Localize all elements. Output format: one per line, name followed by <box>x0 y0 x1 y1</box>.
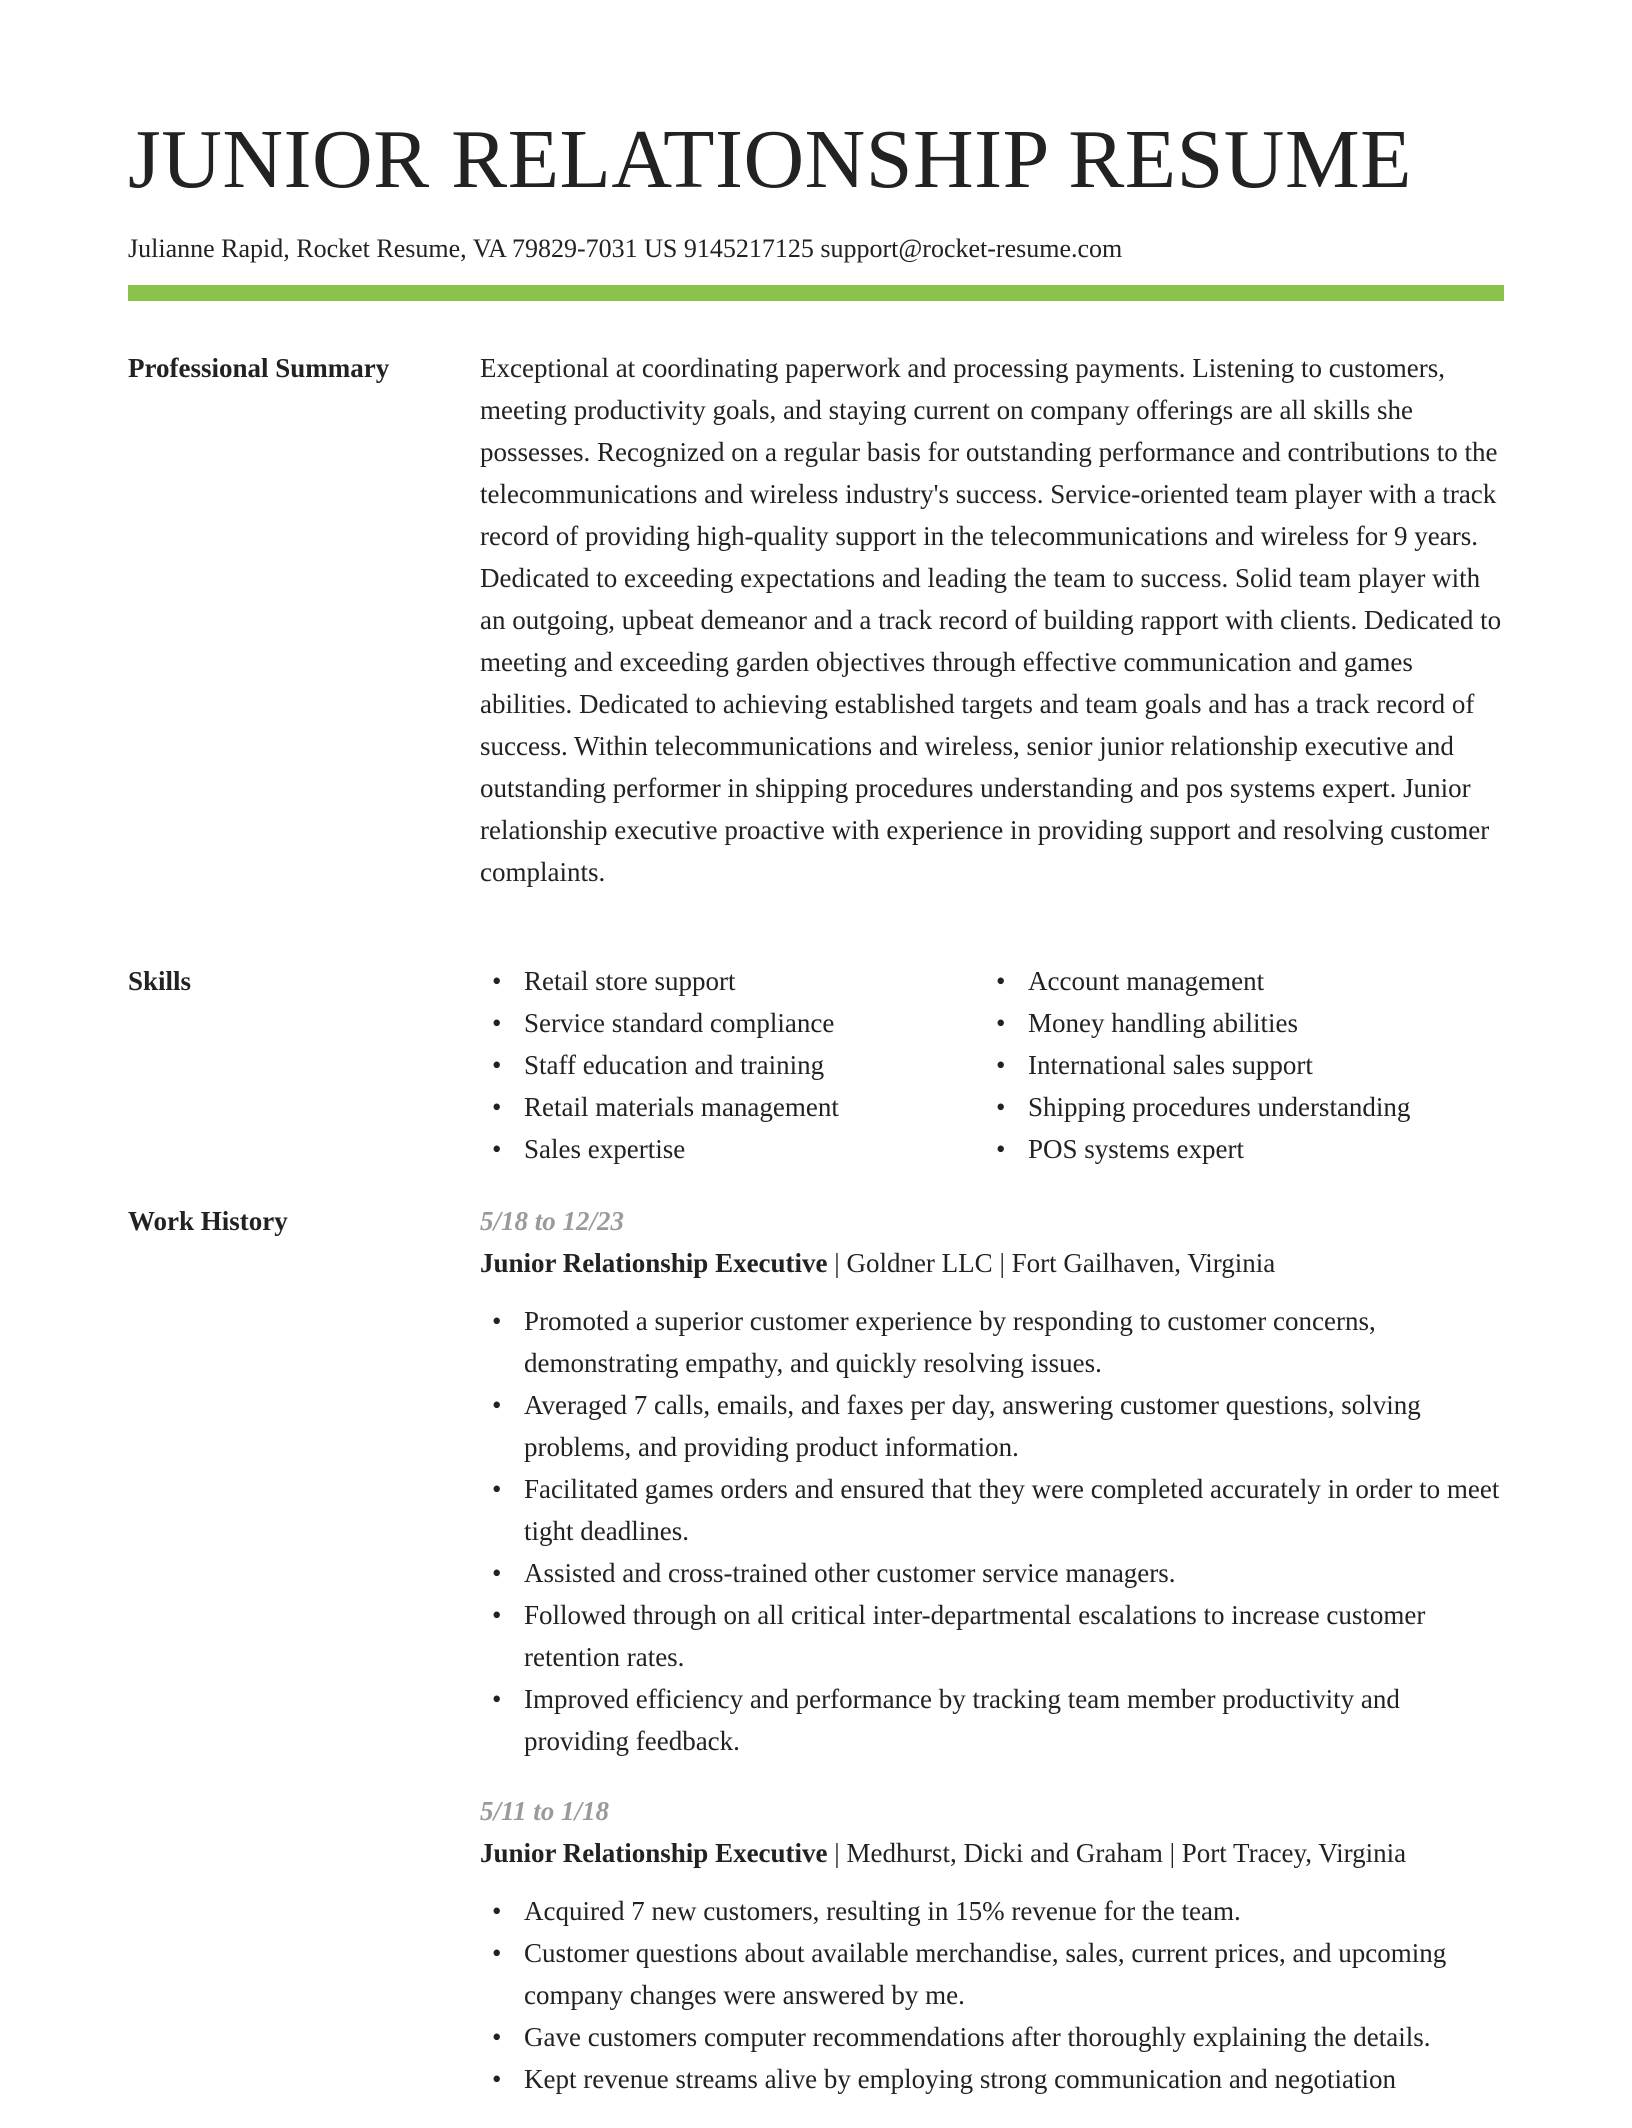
bullet-icon: • <box>492 1474 502 1504</box>
bullet-icon: • <box>492 1896 502 1926</box>
skill-item <box>984 960 1488 1002</box>
job-entry <box>480 1200 1504 1762</box>
skill-item <box>480 1128 984 1170</box>
bullet-icon: • <box>996 1092 1006 1122</box>
bullet-icon: • <box>492 1390 502 1420</box>
job-duties-list <box>480 1890 1504 2100</box>
list-item-text: Facilitated games orders and ensured that they were completed accurately in order to meet tight deadlines. <box>524 1474 1500 1546</box>
work-history-heading: Work History <box>128 1206 288 1236</box>
job-duty-item <box>480 1384 1504 1468</box>
list-item-text: Improved efficiency and performance by tracking team member productivity and providing feedback. <box>524 1684 1400 1756</box>
list-item-text: Sales expertise <box>524 1134 686 1164</box>
list-item-text: Staff education and training <box>524 1050 825 1080</box>
skills-heading: Skills <box>128 966 192 996</box>
job-header <box>480 1242 1504 1284</box>
skills-list-left <box>480 960 984 1170</box>
job-header <box>480 1832 1504 1874</box>
job-separator: | <box>827 1838 847 1868</box>
bullet-icon: • <box>492 2022 502 2052</box>
list-item-text: Account management <box>1028 966 1265 996</box>
job-duty-item <box>480 2016 1504 2058</box>
bullet-icon: • <box>492 966 502 996</box>
contact-line: Julianne Rapid, Rocket Resume, VA 79829-7031 US 9145217125 support@rocket-resume.com <box>128 234 1123 263</box>
list-item-text: Shipping procedures understanding <box>1028 1092 1411 1122</box>
job-company: Medhurst, Dicki and Graham <box>846 1838 1163 1868</box>
job-duty-item <box>480 1552 1504 1594</box>
skill-item <box>480 1044 984 1086</box>
list-item-text: Gave customers computer recommendations after thoroughly explaining the details. <box>524 2022 1431 2052</box>
list-item-text: Customer questions about available merchandise, sales, current prices, and upcoming company changes were answered by me. <box>524 1938 1447 2010</box>
job-separator: | <box>1162 1838 1182 1868</box>
list-item-text: Promoted a superior customer experience by responding to customer concerns, demonstrating empathy, and quickly resolving issues. <box>524 1306 1376 1378</box>
summary-heading: Professional Summary <box>128 353 390 383</box>
list-item-text: POS systems expert <box>1028 1134 1244 1164</box>
job-company: Goldner LLC <box>846 1248 993 1278</box>
bullet-icon: • <box>492 1558 502 1588</box>
bullet-icon: • <box>996 1050 1006 1080</box>
list-item-text: Retail materials management <box>524 1092 839 1122</box>
bullet-icon: • <box>492 1050 502 1080</box>
list-item-text: Assisted and cross-trained other customer service managers. <box>524 1558 1176 1588</box>
resume-title: JUNIOR RELATIONSHIP RESUME <box>128 113 1412 206</box>
bullet-icon: • <box>996 1008 1006 1038</box>
job-location: Port Tracey, Virginia <box>1181 1838 1407 1868</box>
bullet-icon: • <box>492 2064 502 2094</box>
skill-item <box>984 1128 1488 1170</box>
skill-item <box>480 1002 984 1044</box>
list-item-text: Acquired 7 new customers, resulting in 15% revenue for the team. <box>524 1896 1241 1926</box>
job-duty-item <box>480 1890 1504 1932</box>
skill-item <box>480 1086 984 1128</box>
list-item-text: Service standard compliance <box>524 1008 835 1038</box>
job-entry <box>480 1790 1504 2100</box>
job-location: Fort Gailhaven, Virginia <box>1011 1248 1276 1278</box>
list-item-text: Averaged 7 calls, emails, and faxes per day, answering customer questions, solving problems, and providing product information. <box>524 1390 1421 1462</box>
bullet-icon: • <box>492 1306 502 1336</box>
list-item-text: Followed through on all critical inter-departmental escalations to increase customer retention rates. <box>524 1600 1426 1672</box>
job-duty-item <box>480 1594 1504 1678</box>
summary-body <box>480 347 1504 893</box>
skill-item <box>984 1044 1488 1086</box>
job-dates: 5/18 to 12/23 <box>480 1206 625 1236</box>
job-duty-item <box>480 1468 1504 1552</box>
list-item-text: International sales support <box>1028 1050 1313 1080</box>
bullet-icon: • <box>492 1600 502 1630</box>
list-item-text: Money handling abilities <box>1028 1008 1298 1038</box>
bullet-icon: • <box>492 1134 502 1164</box>
job-separator: | <box>827 1248 847 1278</box>
job-duty-item <box>480 1932 1504 2016</box>
header-divider <box>128 285 1504 301</box>
bullet-icon: • <box>492 1938 502 1968</box>
job-separator: | <box>992 1248 1012 1278</box>
skill-item <box>480 960 984 1002</box>
skill-item <box>984 1086 1488 1128</box>
skills-body <box>480 960 1504 1170</box>
job-dates: 5/11 to 1/18 <box>480 1796 610 1826</box>
job-title: Junior Relationship Executive <box>480 1838 828 1868</box>
skills-list-right <box>984 960 1488 1170</box>
summary-text: Exceptional at coordinating paperwork and processing payments. Listening to customers, meeting productivity goals, and staying current on company offerings are all skills she possesses. Recognized on a regular basis for outstanding performance and contributions to the telecommunications and wireless industry's success. Service-oriented team player with a track record of providing high-quality support in the telecommunications and wireless for 9 years. Dedicated to exceeding expectations and leading the team to success. Solid team player with an outgoing, upbeat demeanor and a track record of building rapport with clients. Dedicated to meeting and exceeding garden objectives through effective communication and games abilities. Dedicated to achieving established targets and team goals and has a track record of success. Within telecommunications and wireless, senior junior relationship executive and outstanding performer in shipping procedures understanding and pos systems expert. Junior relationship executive proactive with experience in providing support and resolving customer complaints. <box>480 353 1502 887</box>
job-title: Junior Relationship Executive <box>480 1248 828 1278</box>
list-item-text: Kept revenue streams alive by employing strong communication and negotiation <box>524 2064 1397 2094</box>
bullet-icon: • <box>492 1092 502 1122</box>
job-duty-item <box>480 2058 1504 2100</box>
bullet-icon: • <box>996 1134 1006 1164</box>
bullet-icon: • <box>492 1684 502 1714</box>
list-item-text: Retail store support <box>524 966 736 996</box>
skill-item <box>984 1002 1488 1044</box>
bullet-icon: • <box>996 966 1006 996</box>
job-duty-item <box>480 1300 1504 1384</box>
work-history-body <box>480 1200 1504 2128</box>
bullet-icon: • <box>492 1008 502 1038</box>
job-duties-list <box>480 1300 1504 1762</box>
job-duty-item <box>480 1678 1504 1762</box>
